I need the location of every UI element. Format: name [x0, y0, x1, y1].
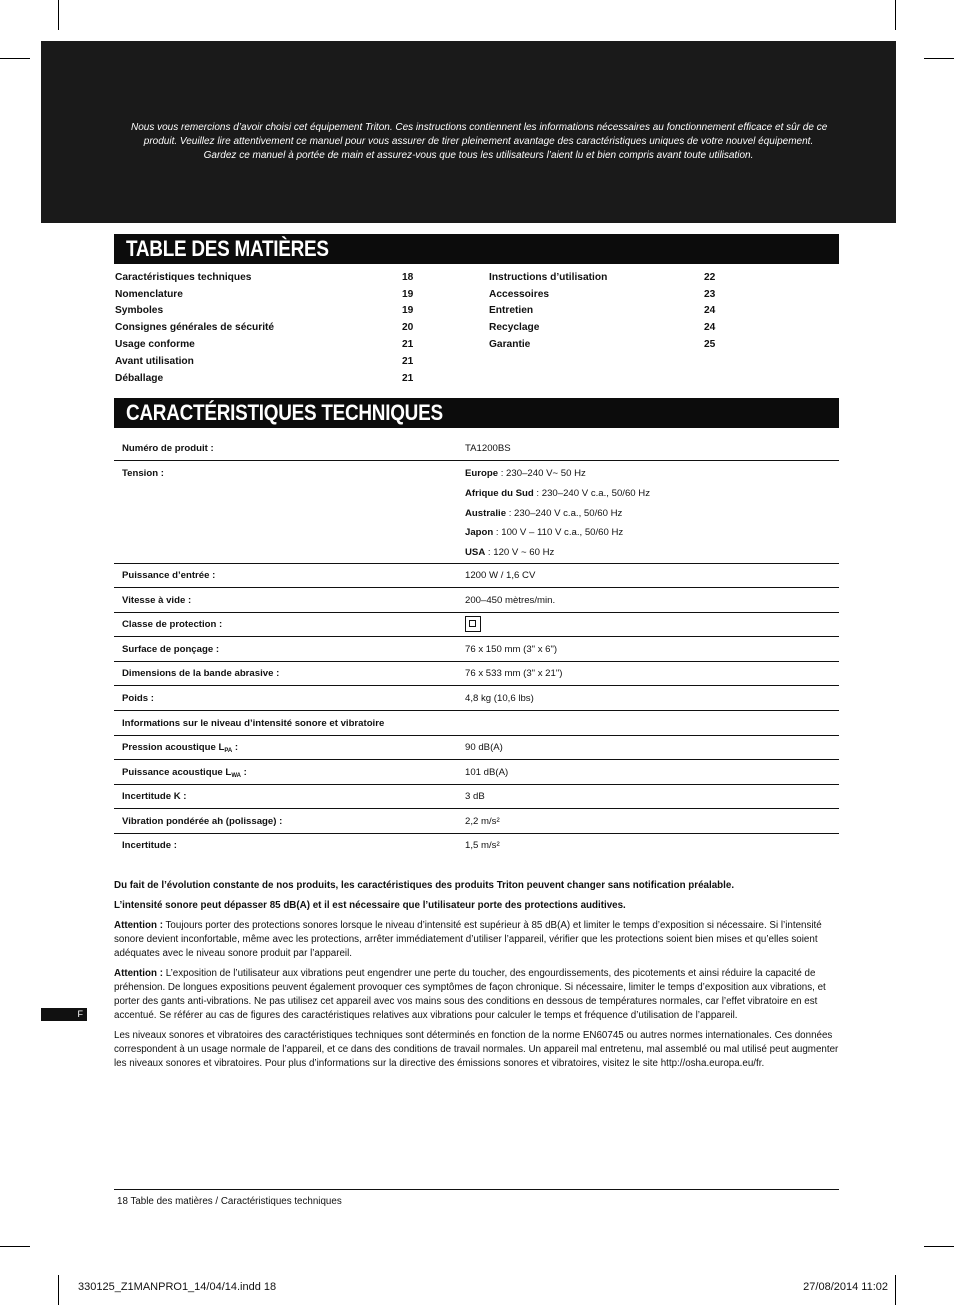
notes-hearing-protection: L’intensité sonore peut dépasser 85 dB(A) et il est nécessaire que l’utilisateur porte des protections auditives. [114, 900, 626, 911]
spec-value: 4,8 kg (10,6 lbs) [465, 693, 534, 704]
spec-value-list [465, 464, 650, 563]
toc-entry-label: Nomenclature [115, 289, 183, 300]
spec-label: Incertitude : [122, 840, 177, 851]
crop-mark [0, 1246, 30, 1247]
spec-row-voltage [114, 462, 839, 564]
spec-value: 90 dB(A) [465, 742, 503, 753]
specs-title: CARACTÉRISTIQUES TECHNIQUES [126, 400, 443, 425]
spec-value: 76 x 533 mm (3" x 21") [465, 668, 563, 679]
spec-value: 1,5 m/s² [465, 840, 500, 851]
intro-line: Gardez ce manuel à portée de main et assurez-vous que tous les utilisateurs l’aient lu et bien compris avant toute utilisation. [203, 150, 754, 161]
crop-mark [0, 58, 30, 59]
attention-label: Attention : [114, 920, 163, 931]
toc-entry-page: 19 [402, 305, 414, 316]
spec-row-uncertainty-k [114, 785, 839, 809]
notes-attention-vibration [114, 967, 842, 1023]
toc-entry-label: Entretien [489, 305, 534, 316]
language-tab: F [41, 1008, 87, 1021]
crop-mark [58, 1275, 59, 1305]
voltage-line [465, 523, 650, 543]
voltage-region: Europe [465, 468, 499, 479]
spec-row-vibration [114, 810, 839, 834]
spec-row-protection-class [114, 613, 839, 637]
voltage-line [465, 484, 650, 504]
crop-mark [895, 0, 896, 30]
spec-label: Dimensions de la bande abrasive : [122, 668, 280, 679]
toc-entry-label: Caractéristiques techniques [115, 272, 252, 283]
spec-label-subscript: PA [224, 748, 233, 754]
specs-heading [114, 398, 839, 428]
voltage-line [465, 543, 650, 563]
voltage-line [465, 504, 650, 524]
toc-title: TABLE DES MATIÈRES [126, 236, 329, 261]
crop-mark [895, 1275, 896, 1305]
spec-label-colon: : [232, 742, 239, 753]
double-insulation-icon [465, 616, 481, 632]
spec-label-text: Pression acoustique L [122, 742, 225, 753]
crop-mark [58, 0, 59, 30]
toc-entry-page: 23 [704, 289, 716, 300]
spec-label-text: Puissance acoustique L [122, 767, 232, 778]
toc-entry-page: 25 [704, 339, 716, 350]
spec-label-subscript: WA [231, 773, 241, 779]
intro-text [131, 121, 826, 163]
spec-value: TA1200BS [465, 443, 511, 454]
voltage-value: : 230–240 V c.a., 50/60 Hz [506, 507, 623, 519]
toc-heading [114, 234, 839, 264]
spec-label: Tension : [122, 468, 164, 479]
voltage-value: : 100 V – 110 V c.a., 50/60 Hz [493, 527, 624, 539]
print-slug-file: 330125_Z1MANPRO1_14/04/14.indd 18 [78, 1281, 277, 1293]
spec-row-sound-power [114, 761, 839, 785]
toc-entry-page: 24 [704, 322, 716, 333]
voltage-value: : 120 V ~ 60 Hz [485, 547, 555, 559]
crop-mark [924, 58, 954, 59]
spec-value: 76 x 150 mm (3" x 6") [465, 644, 558, 655]
voltage-region: USA [465, 547, 486, 559]
spec-label: Surface de ponçage : [122, 644, 220, 655]
toc-entry-page: 19 [402, 289, 414, 300]
spec-row-belt-size [114, 662, 839, 686]
spec-value [465, 613, 481, 639]
footer-divider [114, 1189, 839, 1190]
page-footer: 18 Table des matières / Caractéristiques techniques [117, 1196, 342, 1207]
spec-value: 3 dB [465, 791, 485, 802]
toc-entry-page: 21 [402, 373, 414, 384]
notes-standards: Les niveaux sonores et vibratoires des caractéristiques techniques sont déterminés en fonction de la norme EN60745 ou autres normes internationales. Ces données correspondent à un usage normale de l’appareil, et ce dans des conditions de travail normales. Un appareil mal entretenu, mal assemblé ou mal utilisé peut augmenter les niveaux sonores et vibratoires. Pour plus d’informations sur la directive des émissions sonores et vibratoires, visitez le site http://osha.europa.eu/fr. [114, 1030, 839, 1069]
spec-row-speed [114, 589, 839, 613]
spec-label [122, 736, 238, 763]
voltage-region: Australie [465, 507, 507, 519]
toc-entry-page: 20 [402, 322, 414, 333]
spec-value: 1200 W / 1,6 CV [465, 570, 536, 581]
toc-entry-label: Garantie [489, 339, 531, 350]
toc-entry-page: 24 [704, 305, 716, 316]
spec-value: 101 dB(A) [465, 767, 509, 778]
toc-entry-label: Instructions d’utilisation [489, 272, 608, 283]
spec-row-noise-header [114, 712, 839, 736]
spec-value: 200–450 mètres/min. [465, 595, 556, 606]
intro-banner [41, 41, 896, 223]
spec-label: Vibration pondérée ah (polissage) : [122, 816, 283, 827]
attention-text: L’exposition de l’utilisateur aux vibrations peut engendrer une perte du toucher, des engourdissements, des picotements et ainsi réduire la capacité de préhension. De longues expositions peuvent également provoquer ces symptômes de façon chronique. Si nécessaire, limiter le temps d’exposition aux vibrations, et porter des gants anti-vibrations. Ne pas utilisez cet appareil avec vos mains sous des conditions en dessous de températures normales, car l’effet vibratoire en est accentué. Se référer au cas de figures des caractéristiques relatives aux vibrations pour calculer le temps et fréquence d’utilisation de l’appareil. [114, 968, 826, 1021]
voltage-region: Afrique du Sud [465, 487, 534, 499]
spec-label: Classe de protection : [122, 619, 223, 630]
voltage-line [465, 464, 650, 484]
toc-entry-label: Recyclage [489, 322, 540, 333]
spec-label: Informations sur le niveau d’intensité sonore et vibratoire [122, 718, 385, 729]
toc-entry-label: Symboles [115, 305, 164, 316]
intro-line: produit. Veuillez lire attentivement ce manuel pour vous assurer de tirer pleinement avantage des caractéristiques uniques de votre nouvel équipement. [143, 136, 814, 147]
spec-row-sound-pressure [114, 736, 839, 760]
toc-entry-label: Déballage [115, 373, 164, 384]
toc-entry-page: 21 [402, 356, 414, 367]
voltage-region: Japon [465, 527, 494, 539]
spec-row-sanding-surface [114, 638, 839, 662]
notes-attention-noise [114, 919, 842, 961]
toc-entry-page: 18 [402, 272, 414, 283]
spec-row-uncertainty [114, 834, 839, 857]
toc-entry-label: Usage conforme [115, 339, 195, 350]
toc-entry-page: 22 [704, 272, 716, 283]
toc-entry-page: 21 [402, 339, 414, 350]
voltage-value: : 230–240 V~ 50 Hz [498, 468, 586, 479]
spec-label-colon: : [240, 767, 247, 778]
toc-entry-label: Accessoires [489, 289, 550, 300]
spec-label: Vitesse à vide : [122, 595, 192, 606]
spec-label: Puissance d’entrée : [122, 570, 216, 581]
toc-entry-label: Avant utilisation [115, 356, 194, 367]
spec-value: 2,2 m/s² [465, 816, 500, 827]
spec-label: Numéro de produit : [122, 443, 214, 454]
voltage-value: : 230–240 V c.a., 50/60 Hz [533, 487, 651, 499]
print-slug-date: 27/08/2014 11:02 [803, 1281, 888, 1293]
intro-line: Nous vous remercions d’avoir choisi cet équipement Triton. Ces instructions contiennent les informations nécessaires au fonctionnement efficace et sûr de ce [131, 122, 828, 133]
spec-label [122, 761, 247, 788]
crop-mark [924, 1246, 954, 1247]
spec-row-weight [114, 687, 839, 711]
spec-label: Incertitude K : [122, 791, 187, 802]
notes-product-change: Du fait de l’évolution constante de nos produits, les caractéristiques des produits Triton peuvent changer sans notification préalable. [114, 880, 735, 891]
notes-section [114, 879, 842, 1077]
spec-row-input-power [114, 564, 839, 588]
spec-row-product [114, 437, 839, 461]
attention-text: Toujours porter des protections sonores lorsque le niveau d’intensité est supérieur à 85 dB(A) et limiter le temps d’exposition si nécessaire. Si l’intensité sonore devient inconfortable, même avec les protections, arrêter immédiatement d’utiliser l’appareil, vérifier que les protections soient bien mises et qu’elles soient adéquates avec le niveau sonore produit par l’appareil. [114, 920, 822, 959]
attention-label: Attention : [114, 968, 163, 979]
spec-label: Poids : [122, 693, 154, 704]
toc-entry-label: Consignes générales de sécurité [115, 322, 275, 333]
